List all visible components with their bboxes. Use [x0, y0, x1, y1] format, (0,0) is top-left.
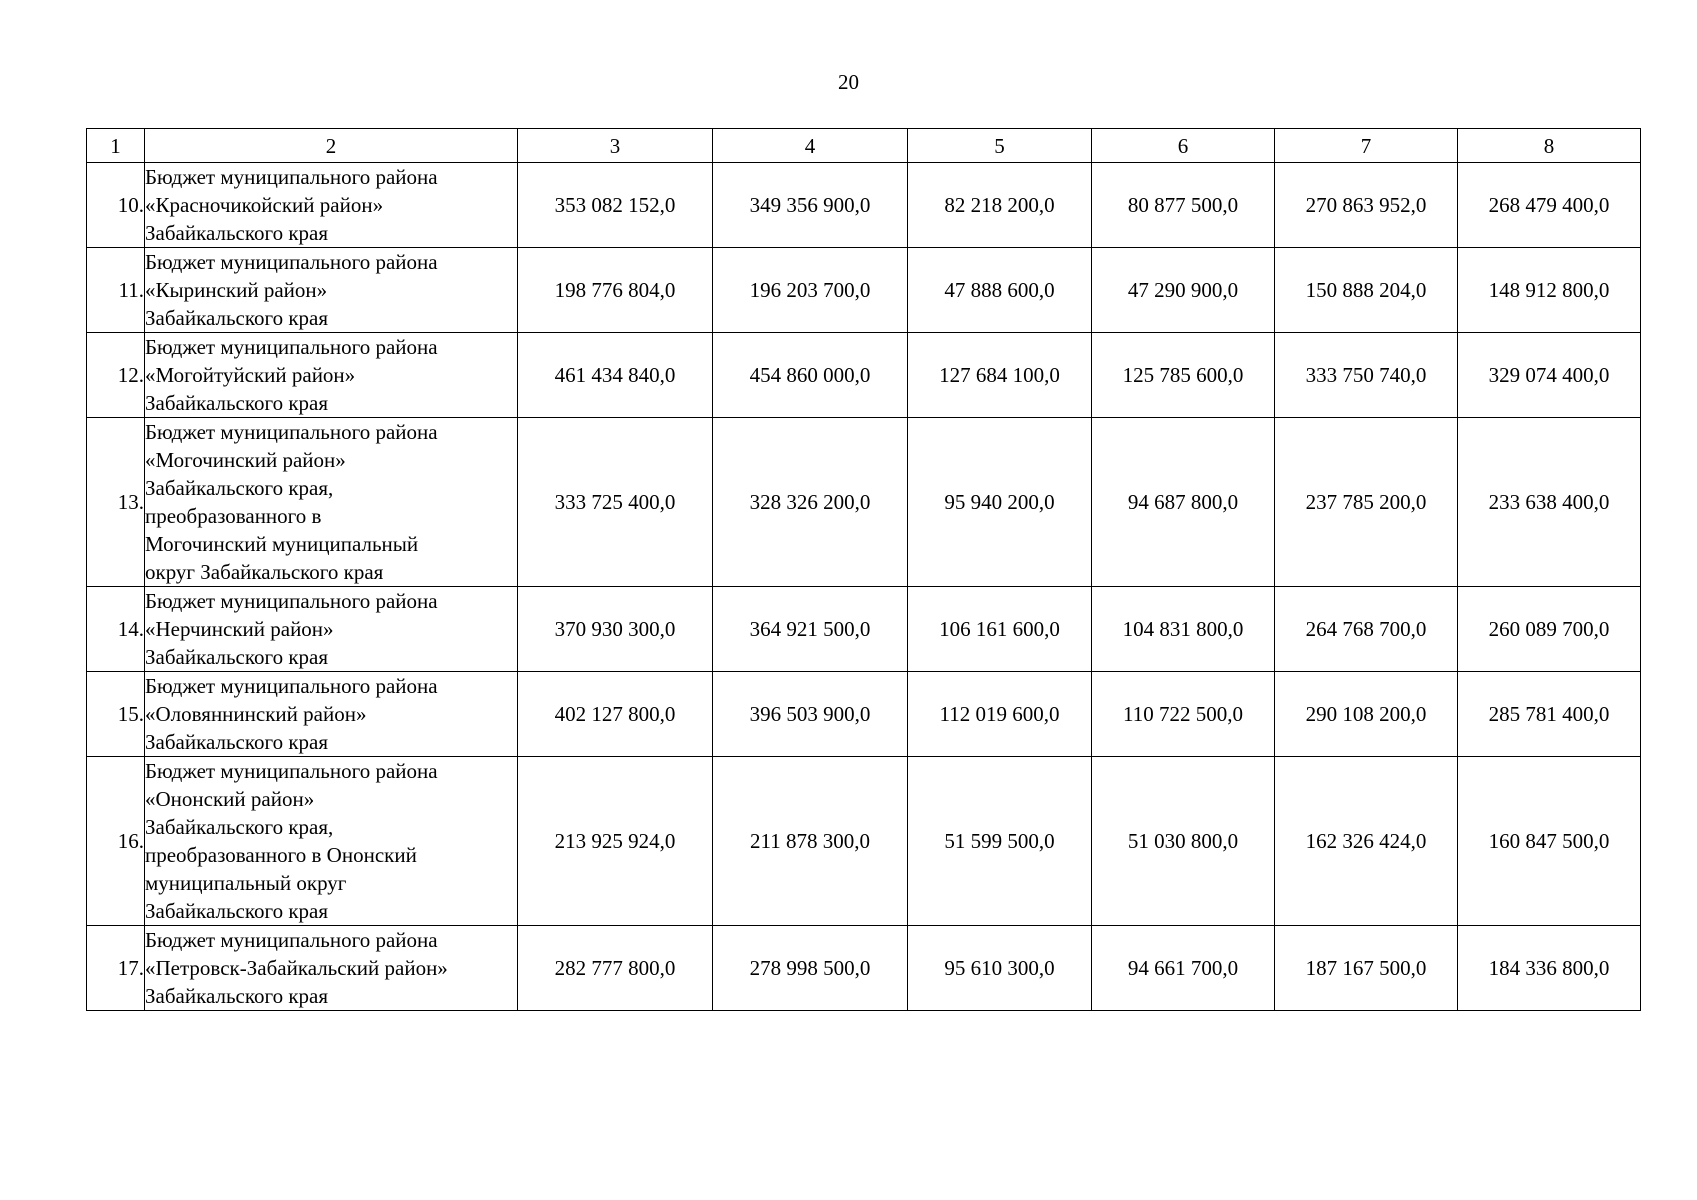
value-cell: 198 776 804,0	[518, 248, 713, 333]
table-row	[87, 926, 1641, 1011]
value-cell: 329 074 400,0	[1458, 333, 1641, 418]
value-cell: 333 750 740,0	[1275, 333, 1458, 418]
value-cell: 51 599 500,0	[908, 757, 1092, 926]
row-number: 12.	[87, 333, 145, 418]
row-number: 17.	[87, 926, 145, 1011]
budget-name: Бюджет муниципального района «Красночикойский район» Забайкальского края	[145, 163, 518, 248]
value-cell: 213 925 924,0	[518, 757, 713, 926]
budget-name: Бюджет муниципального района «Могойтуйский район» Забайкальского края	[145, 333, 518, 418]
value-cell: 162 326 424,0	[1275, 757, 1458, 926]
value-cell: 82 218 200,0	[908, 163, 1092, 248]
value-cell: 349 356 900,0	[713, 163, 908, 248]
value-cell: 104 831 800,0	[1092, 587, 1275, 672]
value-cell: 47 888 600,0	[908, 248, 1092, 333]
value-cell: 353 082 152,0	[518, 163, 713, 248]
value-cell: 196 203 700,0	[713, 248, 908, 333]
value-cell: 184 336 800,0	[1458, 926, 1641, 1011]
column-header: 4	[713, 129, 908, 163]
row-number: 11.	[87, 248, 145, 333]
column-header: 5	[908, 129, 1092, 163]
value-cell: 454 860 000,0	[713, 333, 908, 418]
value-cell: 94 687 800,0	[1092, 418, 1275, 587]
value-cell: 237 785 200,0	[1275, 418, 1458, 587]
value-cell: 106 161 600,0	[908, 587, 1092, 672]
column-number-row	[87, 129, 1641, 163]
budget-table	[86, 128, 1641, 1011]
budget-name: Бюджет муниципального района «Петровск-Забайкальский район» Забайкальского края	[145, 926, 518, 1011]
value-cell: 51 030 800,0	[1092, 757, 1275, 926]
value-cell: 125 785 600,0	[1092, 333, 1275, 418]
table-row	[87, 248, 1641, 333]
page-number: 20	[838, 70, 859, 94]
value-cell: 233 638 400,0	[1458, 418, 1641, 587]
value-cell: 333 725 400,0	[518, 418, 713, 587]
value-cell: 285 781 400,0	[1458, 672, 1641, 757]
value-cell: 127 684 100,0	[908, 333, 1092, 418]
table-row	[87, 587, 1641, 672]
value-cell: 370 930 300,0	[518, 587, 713, 672]
value-cell: 80 877 500,0	[1092, 163, 1275, 248]
row-number: 15.	[87, 672, 145, 757]
value-cell: 95 940 200,0	[908, 418, 1092, 587]
table-row	[87, 672, 1641, 757]
value-cell: 270 863 952,0	[1275, 163, 1458, 248]
column-header: 3	[518, 129, 713, 163]
budget-name: Бюджет муниципального района «Могочинский район» Забайкальского края, преобразованного в Могочинский муниципальный округ Забайкальского края	[145, 418, 518, 587]
table-row	[87, 163, 1641, 248]
value-cell: 402 127 800,0	[518, 672, 713, 757]
budget-name: Бюджет муниципального района «Нерчинский район» Забайкальского края	[145, 587, 518, 672]
value-cell: 396 503 900,0	[713, 672, 908, 757]
table-row	[87, 333, 1641, 418]
value-cell: 282 777 800,0	[518, 926, 713, 1011]
column-header: 6	[1092, 129, 1275, 163]
value-cell: 95 610 300,0	[908, 926, 1092, 1011]
value-cell: 290 108 200,0	[1275, 672, 1458, 757]
value-cell: 364 921 500,0	[713, 587, 908, 672]
value-cell: 47 290 900,0	[1092, 248, 1275, 333]
budget-name: Бюджет муниципального района «Оловяннинский район» Забайкальского края	[145, 672, 518, 757]
budget-name: Бюджет муниципального района «Ононский район» Забайкальского края, преобразованного в Ононский муниципальный округ Забайкальского края	[145, 757, 518, 926]
value-cell: 150 888 204,0	[1275, 248, 1458, 333]
column-header: 1	[87, 129, 145, 163]
column-header: 7	[1275, 129, 1458, 163]
column-header: 2	[145, 129, 518, 163]
value-cell: 328 326 200,0	[713, 418, 908, 587]
value-cell: 264 768 700,0	[1275, 587, 1458, 672]
value-cell: 461 434 840,0	[518, 333, 713, 418]
value-cell: 268 479 400,0	[1458, 163, 1641, 248]
table-row	[87, 757, 1641, 926]
value-cell: 278 998 500,0	[713, 926, 908, 1011]
value-cell: 160 847 500,0	[1458, 757, 1641, 926]
value-cell: 94 661 700,0	[1092, 926, 1275, 1011]
value-cell: 148 912 800,0	[1458, 248, 1641, 333]
row-number: 14.	[87, 587, 145, 672]
value-cell: 112 019 600,0	[908, 672, 1092, 757]
column-header: 8	[1458, 129, 1641, 163]
value-cell: 110 722 500,0	[1092, 672, 1275, 757]
row-number: 13.	[87, 418, 145, 587]
value-cell: 211 878 300,0	[713, 757, 908, 926]
table-row	[87, 418, 1641, 587]
row-number: 10.	[87, 163, 145, 248]
budget-name: Бюджет муниципального района «Кыринский район» Забайкальского края	[145, 248, 518, 333]
row-number: 16.	[87, 757, 145, 926]
value-cell: 260 089 700,0	[1458, 587, 1641, 672]
value-cell: 187 167 500,0	[1275, 926, 1458, 1011]
